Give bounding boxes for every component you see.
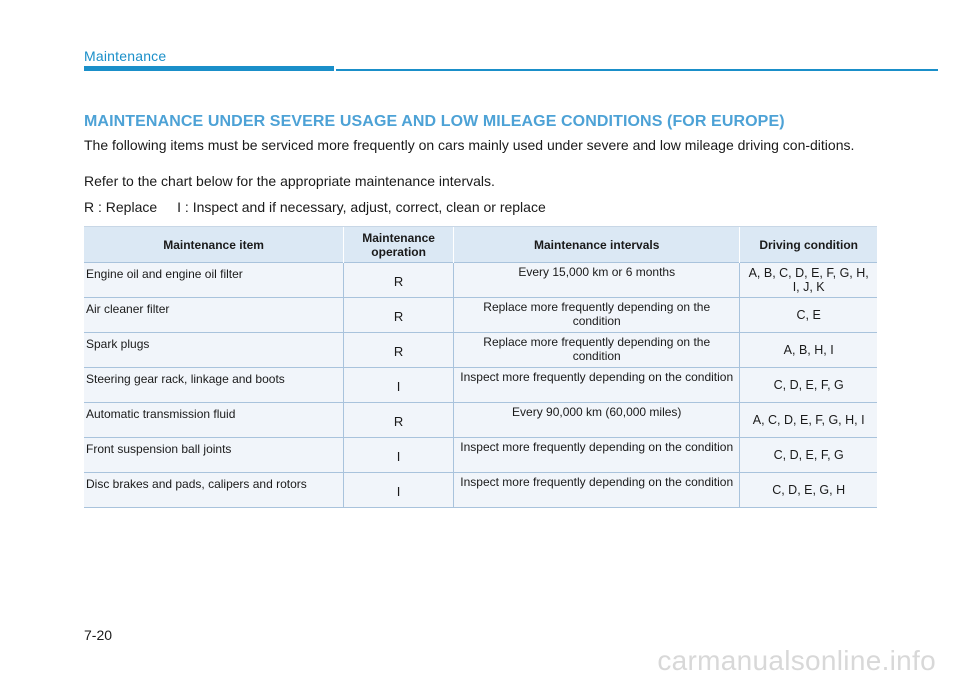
cell-item: Engine oil and engine oil filter (84, 263, 344, 298)
table-row (84, 403, 877, 438)
table-row (84, 368, 877, 403)
cell-condition: C, E (740, 298, 877, 333)
header-driving-condition: Driving condition (740, 227, 877, 263)
header-rule-thin (336, 69, 938, 71)
cell-operation: R (344, 263, 454, 298)
cell-interval: Every 15,000 km or 6 months (454, 263, 740, 298)
page-number: 7-20 (84, 627, 113, 643)
cell-operation: R (344, 403, 454, 438)
cell-operation: R (344, 333, 454, 368)
cell-item: Steering gear rack, linkage and boots (84, 368, 344, 403)
cell-item: Front suspension ball joints (84, 438, 344, 473)
header-maintenance-item: Maintenance item (84, 227, 344, 263)
intro-paragraph-2: Refer to the chart below for the appropriate maintenance intervals. (84, 173, 495, 189)
cell-operation: I (344, 438, 454, 473)
cell-interval: Replace more frequently depending on the condition (454, 333, 740, 368)
legend (84, 199, 546, 215)
cell-interval: Inspect more frequently depending on the condition (454, 368, 740, 403)
header-maintenance-operation: Maintenance operation (344, 227, 454, 263)
watermark: carmanualsonline.info (657, 645, 936, 676)
legend-replace: R : Replace (84, 199, 158, 215)
cell-interval: Replace more frequently depending on the condition (454, 298, 740, 333)
table-row (84, 438, 877, 473)
cell-operation: I (344, 368, 454, 403)
cell-operation: R (344, 298, 454, 333)
cell-item: Disc brakes and pads, calipers and rotors (84, 473, 344, 508)
cell-condition: C, D, E, F, G (740, 368, 877, 403)
table-row (84, 298, 877, 333)
cell-condition: A, B, C, D, E, F, G, H, I, J, K (740, 263, 877, 298)
cell-item: Air cleaner filter (84, 298, 344, 333)
maintenance-table (84, 226, 877, 508)
cell-interval: Inspect more frequently depending on the condition (454, 473, 740, 508)
table-header-row (84, 227, 877, 263)
intro-paragraph: The following items must be serviced more frequently on cars mainly used under severe and low mileage driving con-ditions. (84, 137, 855, 153)
cell-interval: Inspect more frequently depending on the condition (454, 438, 740, 473)
cell-interval: Every 90,000 km (60,000 miles) (454, 403, 740, 438)
cell-item: Automatic transmission fluid (84, 403, 344, 438)
cell-condition: C, D, E, G, H (740, 473, 877, 508)
cell-item: Spark plugs (84, 333, 344, 368)
table-row (84, 473, 877, 508)
cell-condition: C, D, E, F, G (740, 438, 877, 473)
page-heading: MAINTENANCE UNDER SEVERE USAGE AND LOW MILEAGE CONDITIONS (FOR EUROPE) (84, 113, 785, 130)
header-maintenance-intervals: Maintenance intervals (454, 227, 740, 263)
cell-condition: A, B, H, I (740, 333, 877, 368)
section-label: Maintenance (84, 48, 167, 64)
table-row (84, 263, 877, 298)
header-rule-thick (84, 66, 334, 71)
legend-inspect: I : Inspect and if necessary, adjust, correct, clean or replace (177, 199, 546, 215)
cell-condition: A, C, D, E, F, G, H, I (740, 403, 877, 438)
table-row (84, 333, 877, 368)
cell-operation: I (344, 473, 454, 508)
